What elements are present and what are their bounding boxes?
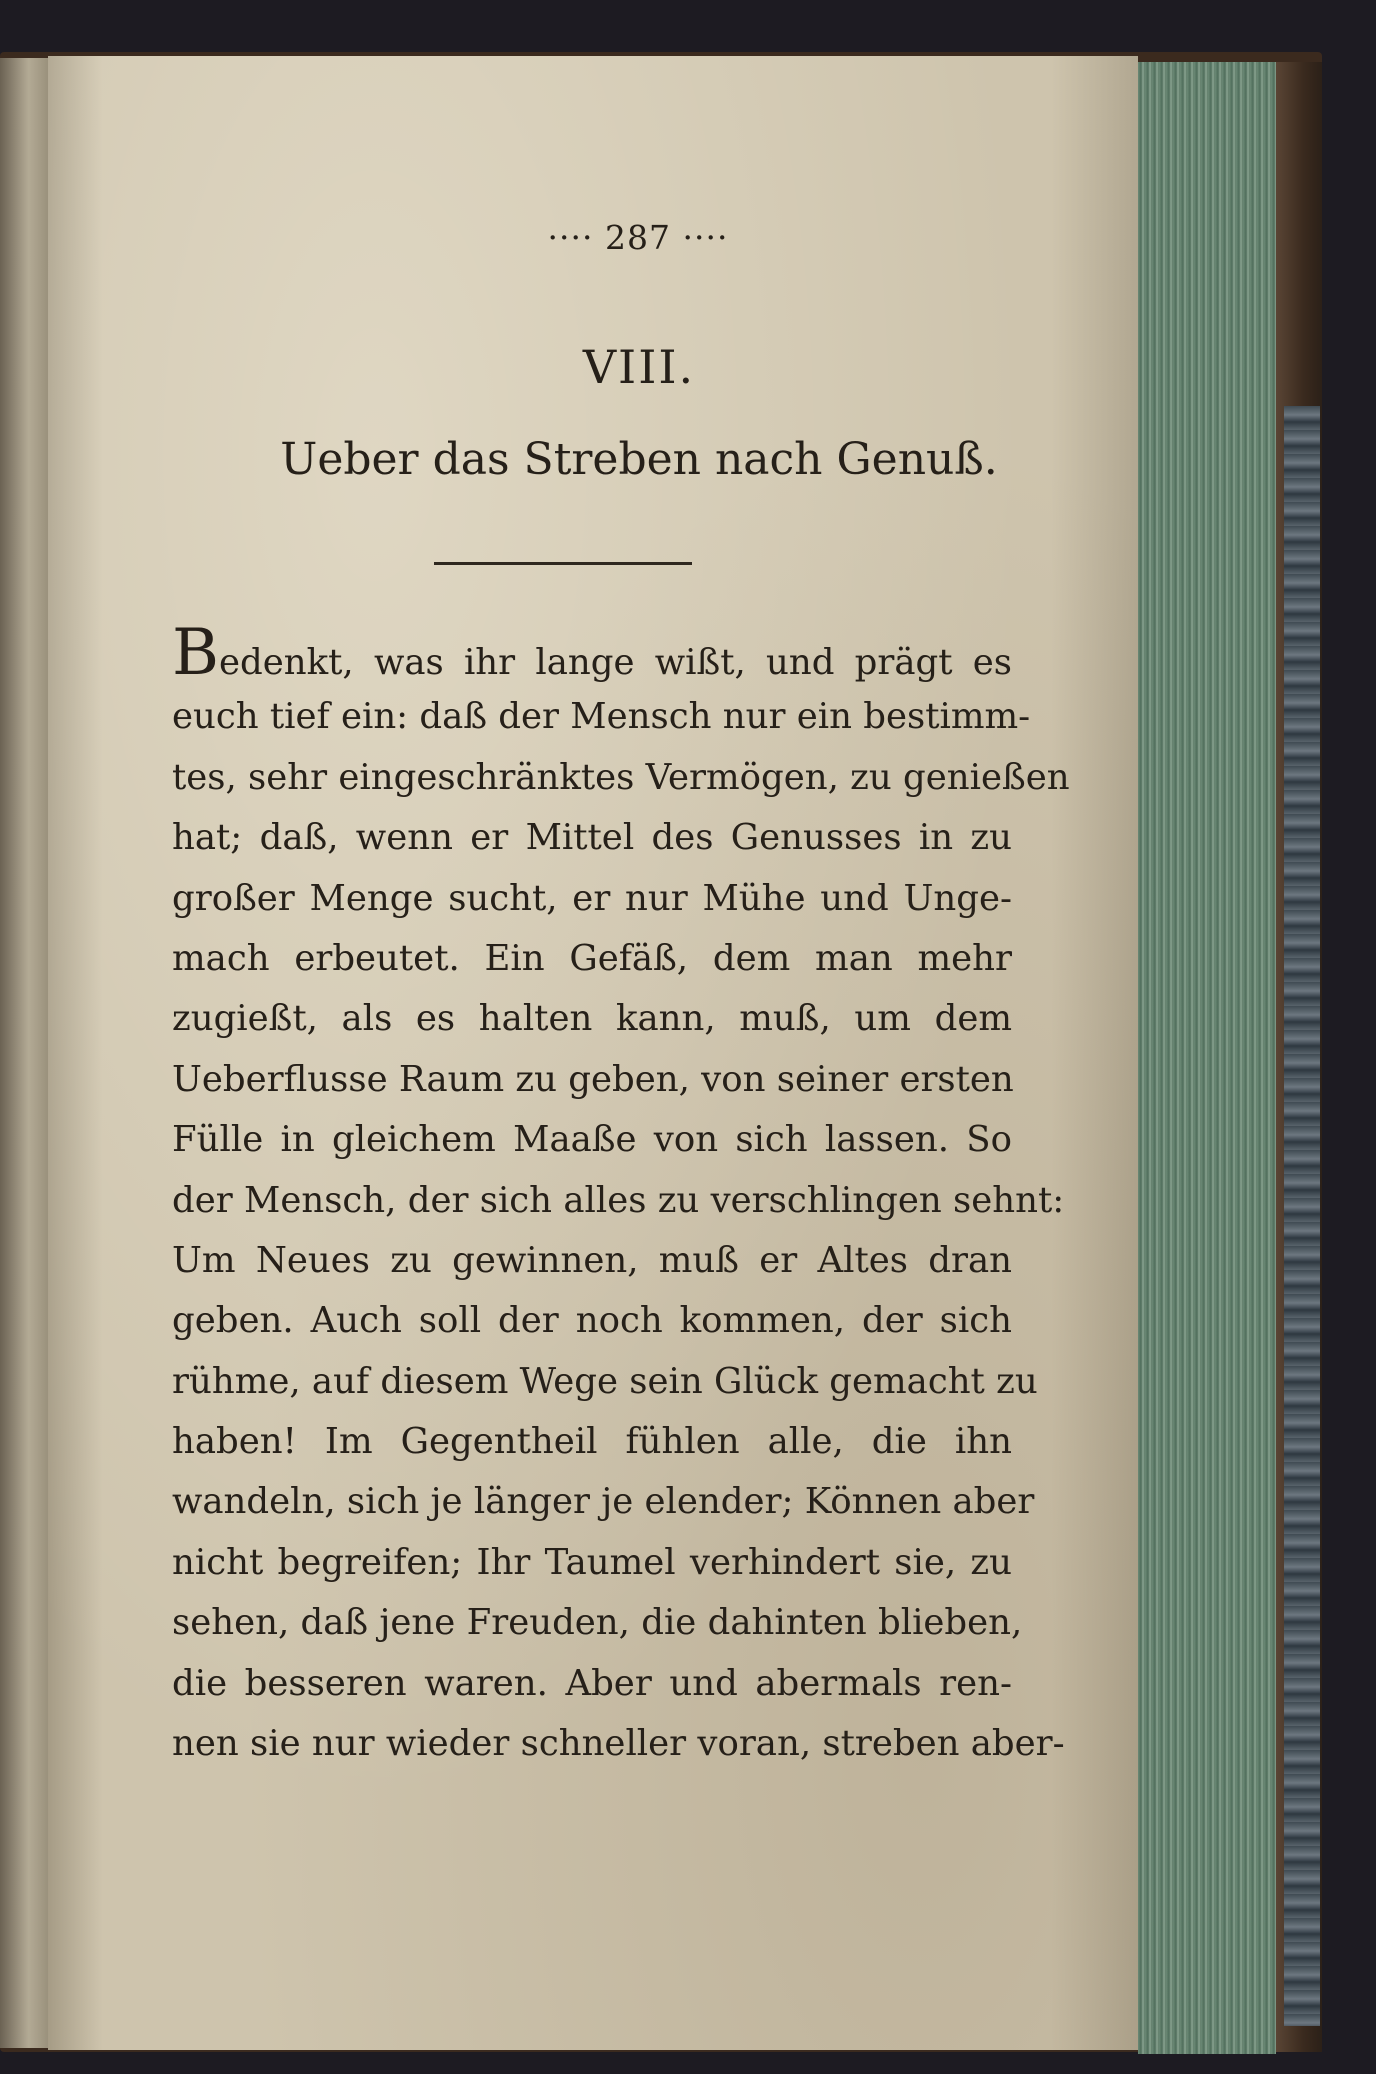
text-line: nicht begreifen; Ihr Taumel verhindert sie, zu: [172, 1541, 1012, 1583]
line-text: edenkt, was ihr lange wißt, und prägt es: [219, 642, 1012, 683]
text-line: tes, sehr eingeschränktes Vermögen, zu genießen: [172, 756, 1070, 798]
chapter-title: Ueber das Streben nach Genuß.: [280, 434, 998, 485]
chapter-number: VIII.: [582, 340, 696, 394]
page-block-edge: [1138, 62, 1276, 2054]
text-line: hat; daß, wenn er Mittel des Genusses in zu: [172, 817, 1012, 859]
left-page-edge: [0, 58, 52, 2048]
text-line: wandeln, sich je länger je elender; Können aber: [172, 1481, 1035, 1523]
text-line: Ueberflusse Raum zu geben, von seiner ersten: [172, 1058, 1014, 1100]
page-content: [172, 218, 1070, 1774]
text-line: rühme, auf diesem Wege sein Glück gemacht zu: [172, 1360, 1038, 1402]
text-line: sehen, daß jene Freuden, die dahinten blieben,: [172, 1602, 1023, 1644]
text-line: die besseren waren. Aber und abermals ren-: [172, 1662, 1012, 1704]
text-line: mach erbeutet. Ein Gefäß, dem man mehr: [172, 937, 1012, 979]
text-line: Fülle in gleichem Maaße von sich lassen. So: [172, 1119, 1012, 1161]
page-number: ···· 287 ····: [547, 218, 729, 257]
text-line: haben! Im Gegentheil fühlen alle, die ihn: [172, 1421, 1012, 1463]
marbled-cover: [1284, 406, 1320, 2026]
body-text: [172, 616, 1070, 1774]
title-rule: [434, 562, 692, 565]
text-line: der Mensch, der sich alles zu verschlingen sehnt:: [172, 1179, 1065, 1221]
text-line: euch tief ein: daß der Mensch nur ein bestimm-: [172, 696, 1031, 738]
text-line: Um Neues zu gewinnen, muß er Altes dran: [172, 1239, 1012, 1281]
text-line: großer Menge sucht, er nur Mühe und Unge-: [172, 877, 1012, 919]
text-line: [172, 616, 1012, 690]
text-line: geben. Auch soll der noch kommen, der sich: [172, 1300, 1012, 1342]
text-line: zugießt, als es halten kann, muß, um dem: [172, 998, 1012, 1040]
drop-cap: B: [172, 616, 220, 690]
text-line: nen sie nur wieder schneller voran, streben aber-: [172, 1723, 1065, 1765]
